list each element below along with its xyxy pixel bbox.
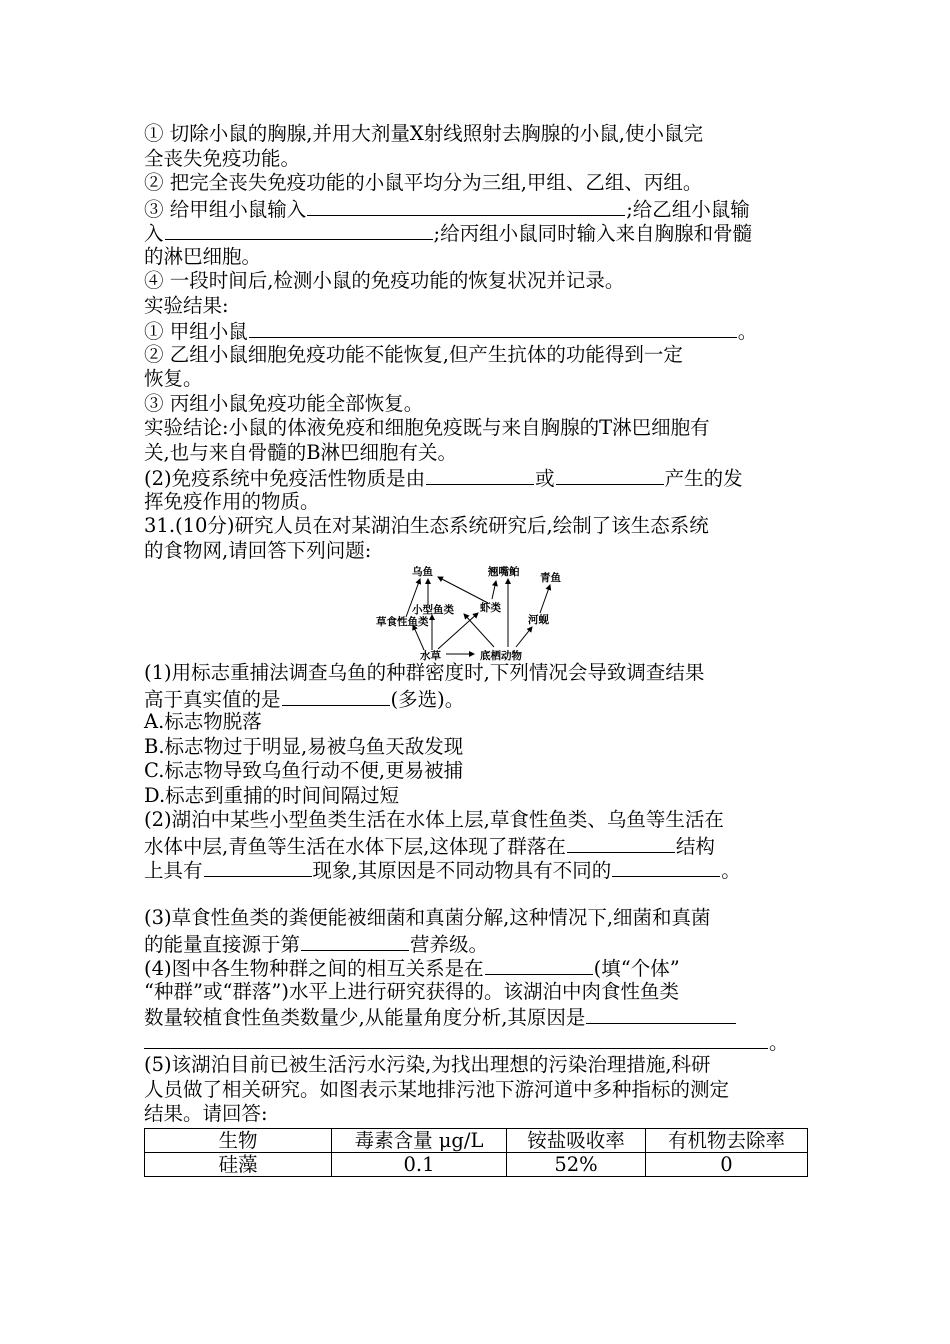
text-line: (4)图中各生物种群之间的相互关系是在 (填“个体” xyxy=(144,957,680,980)
answer-blank[interactable] xyxy=(301,931,409,951)
node-xiaoxing: 小型鱼类 xyxy=(412,604,454,616)
answer-blank[interactable] xyxy=(144,1029,768,1049)
node-diqi: 底栖动物 xyxy=(480,650,522,661)
option-d: D.标志到重捕的时间间隔过短 xyxy=(144,783,400,807)
text-line: 的食物网,请回答下列问题: xyxy=(144,538,372,562)
text-line: (1)用标志重捕法调查乌鱼的种群密度时,下列情况会导致调查结果 xyxy=(144,661,705,684)
node-shuicao: 水草 xyxy=(420,650,441,661)
arrow-shuicao-to-xialei xyxy=(438,613,478,649)
text-line: ④ 一段时间后,检测小鼠的免疫功能的恢复状况并记录。 xyxy=(144,269,625,292)
answer-blank[interactable] xyxy=(307,196,625,216)
text-line: ③ 给甲组小鼠输入 ;给乙组小鼠输 xyxy=(144,197,750,221)
text-line: ① 甲组小鼠 。 xyxy=(144,320,758,343)
text-line: ③ 丙组小鼠免疫功能全部恢复。 xyxy=(144,391,424,415)
text-line: 关,也与来自骨髓的B淋巴细胞有关。 xyxy=(144,440,458,464)
table-cell: 52% xyxy=(507,1152,646,1176)
table-header: 毒素含量 μg/L xyxy=(332,1128,507,1152)
text-line: (3)草食性鱼类的粪便能被细菌和真菌分解,这种情况下,细菌和真菌 xyxy=(144,906,711,929)
node-wuyu: 乌鱼 xyxy=(412,566,433,578)
answer-blank[interactable] xyxy=(586,1004,736,1024)
table-cell: 0.1 xyxy=(332,1152,507,1176)
table-header: 有机物去除率 xyxy=(646,1128,808,1152)
table-header-row xyxy=(145,1128,808,1152)
arrow-hexian-to-qingyu xyxy=(540,585,550,613)
answer-blank[interactable] xyxy=(249,318,737,338)
food-web-svg xyxy=(376,565,576,661)
table-header: 生物 xyxy=(145,1128,332,1152)
text-line: (5)该湖泊目前已被生活污水污染,为找出理想的污染治理措施,科研 xyxy=(144,1053,711,1076)
option-b: B.标志物过于明显,易被乌鱼天敌发现 xyxy=(144,734,464,758)
text-line: 人员做了相关研究。如图表示某地排污池下游河道中多种指标的测定 xyxy=(144,1077,730,1101)
node-xialei: 虾类 xyxy=(480,602,501,614)
option-a: A.标志物脱落 xyxy=(144,710,262,733)
answer-blank[interactable] xyxy=(282,686,390,706)
answer-blank[interactable] xyxy=(612,857,720,877)
text-line: 的能量直接源于第 营养级。 xyxy=(144,932,489,956)
answer-blank[interactable] xyxy=(567,833,675,853)
blank-line xyxy=(144,882,810,907)
text-line: 上具有 现象,其原因是不同动物具有不同的 。 xyxy=(144,859,741,882)
node-hexian: 河蚬 xyxy=(528,614,549,626)
answer-blank[interactable] xyxy=(485,955,593,975)
table-header: 铵盐吸收率 xyxy=(507,1128,646,1152)
text-line: 高于真实值的是 (多选)。 xyxy=(144,687,465,711)
answer-blank[interactable] xyxy=(426,465,534,485)
text-line: 入 ;给丙组小鼠同时输入来自胸腺和骨髓 xyxy=(144,222,753,245)
answer-blank[interactable] xyxy=(204,857,312,877)
node-qiangzui: 翘嘴鲌 xyxy=(488,566,520,578)
text-line: 实验结论:小鼠的体液免疫和细胞免疫既与来自胸腺的T淋巴细胞有 xyxy=(144,416,710,439)
text-line: 挥免疫作用的物质。 xyxy=(144,489,320,513)
text-line: 水体中层,青鱼等生活在水体下层,这体现了群落在 结构 xyxy=(144,834,715,858)
text-line: (2)湖泊中某些小型鱼类生活在水体上层,草食性鱼类、乌鱼等生活在 xyxy=(144,808,724,831)
table-cell: 硅藻 xyxy=(145,1152,332,1176)
text-line: ① 切除小鼠的胸腺,并用大剂量X射线照射去胸腺的小鼠,使小鼠完 xyxy=(144,122,703,145)
table-row xyxy=(145,1152,808,1176)
text-line: 数量较植食性鱼类数量少,从能量角度分析,其原因是 xyxy=(144,1004,810,1029)
text-line: “种群”或“群落”)水平上进行研究获得的。该湖泊中肉食性鱼类 xyxy=(144,979,679,1003)
node-caoshi: 草食性鱼类 xyxy=(376,616,429,628)
node-qingyu: 青鱼 xyxy=(540,572,561,584)
text-line: 全丧失免疫功能。 xyxy=(144,146,301,170)
arrow-diqi-to-hexian xyxy=(516,627,532,647)
text-line: 31.(10分)研究人员在对某湖泊生态系统研究后,绘制了该生态系统 xyxy=(144,514,709,537)
arrow-shuicao-to-caoshi xyxy=(413,625,424,650)
text-line: 恢复。 xyxy=(144,367,203,390)
table-cell: 0 xyxy=(646,1152,808,1176)
answer-blank[interactable] xyxy=(556,465,664,485)
text-line: (2)免疫系统中免疫活性物质是由 或 产生的发 xyxy=(144,467,743,490)
text-line: ② 乙组小鼠细胞免疫功能不能恢复,但产生抗体的功能得到一定 xyxy=(144,342,683,366)
text-line: 的淋巴细胞。 xyxy=(144,244,262,268)
arrow-xialei-to-wuyu xyxy=(438,577,488,603)
text-line: 结果。请回答: xyxy=(144,1102,268,1125)
results-table xyxy=(144,1128,808,1177)
text-line: ② 把完全丧失免疫功能的小鼠平均分为三组,甲组、乙组、丙组。 xyxy=(144,171,703,194)
food-web-diagram xyxy=(144,563,810,661)
arrow-diqi-to-xiaoxing xyxy=(464,614,494,647)
text-line: 实验结果: xyxy=(144,293,229,317)
answer-blank[interactable] xyxy=(165,220,433,240)
arrow-xialei-to-qiangzui xyxy=(492,581,496,599)
option-c: C.标志物导致乌鱼行动不便,更易被捕 xyxy=(144,759,464,782)
document-page xyxy=(144,122,810,1177)
text-line: 。 xyxy=(144,1029,810,1054)
